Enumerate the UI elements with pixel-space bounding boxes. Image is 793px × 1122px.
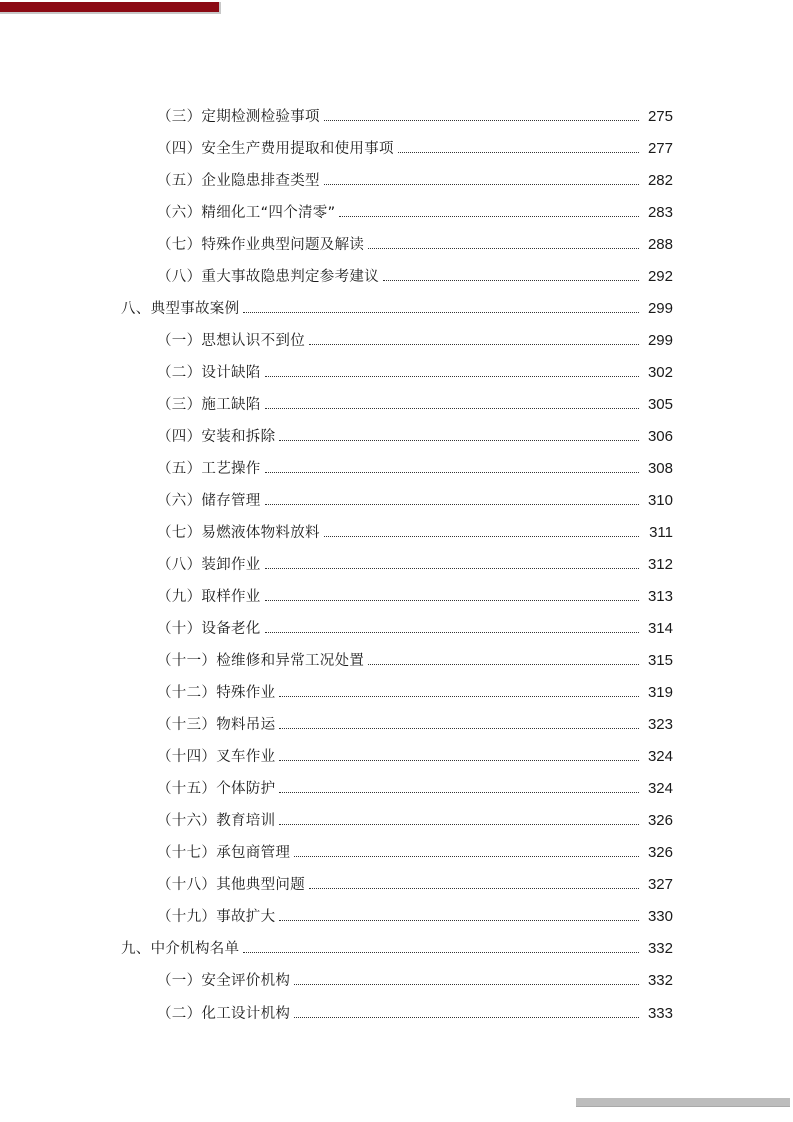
toc-entry[interactable]	[157, 200, 673, 222]
toc-dot-leader	[294, 856, 639, 857]
toc-page-number: 324	[647, 780, 673, 797]
toc-entry[interactable]	[157, 648, 673, 670]
toc-entry-title: （十三）物料吊运	[157, 717, 276, 733]
toc-entry-title: （七）易燃液体物料放料	[157, 525, 320, 541]
toc-dot-leader	[324, 536, 639, 537]
toc-entry[interactable]	[157, 872, 673, 894]
toc-page-number: 327	[647, 876, 673, 893]
toc-dot-leader	[279, 440, 639, 441]
toc-entry[interactable]	[157, 584, 673, 606]
toc-page-number: 311	[649, 524, 673, 541]
toc-entry[interactable]	[157, 392, 673, 414]
toc-page-number: 332	[647, 940, 673, 957]
toc-entry[interactable]	[157, 328, 673, 350]
toc-entry-title: （三）定期检测检验事项	[157, 109, 320, 125]
toc-dot-leader	[265, 504, 639, 505]
toc-page-number: 323	[647, 716, 673, 733]
toc-entry-title: （七）特殊作业典型问题及解读	[157, 237, 365, 253]
toc-page-number: 277	[647, 140, 673, 157]
toc-dot-leader	[279, 920, 639, 921]
toc-entry-title: 八、典型事故案例	[121, 301, 240, 317]
toc-chapter-entry[interactable]	[121, 936, 673, 958]
toc-entry-title: （一）思想认识不到位	[157, 333, 305, 349]
toc-dot-leader	[339, 216, 639, 217]
toc-page-number: 305	[647, 396, 673, 413]
toc-entry[interactable]	[157, 968, 673, 990]
toc-entry-title: （四）安全生产费用提取和使用事项	[157, 141, 394, 157]
toc-dot-leader	[294, 1017, 639, 1018]
toc-dot-leader	[309, 888, 639, 889]
toc-entry-title: （六）精细化工“四个清零”	[157, 205, 336, 221]
toc-entry-title: （九）取样作业	[157, 589, 261, 605]
toc-entry[interactable]	[157, 456, 673, 478]
toc-page-number: 332	[647, 972, 673, 989]
toc-entry-title: （十一）检维修和异常工况处置	[157, 653, 365, 669]
toc-chapter-entry[interactable]	[121, 296, 673, 318]
toc-dot-leader	[279, 792, 639, 793]
toc-page-number: 326	[647, 812, 673, 829]
toc-dot-leader	[243, 312, 639, 313]
toc-dot-leader	[243, 952, 639, 953]
toc-page-number: 333	[647, 1005, 673, 1022]
toc-dot-leader	[309, 344, 639, 345]
toc-entry[interactable]	[157, 264, 673, 286]
toc-page-number: 319	[647, 684, 673, 701]
toc-dot-leader	[279, 824, 639, 825]
toc-page-number: 283	[647, 204, 673, 221]
toc-page-number: 299	[647, 332, 673, 349]
toc-entry[interactable]	[157, 808, 673, 830]
toc-page-number: 312	[647, 556, 673, 573]
toc-dot-leader	[324, 184, 639, 185]
toc-entry[interactable]	[157, 840, 673, 862]
toc-page-number: 324	[647, 748, 673, 765]
toc-entry-title: （十五）个体防护	[157, 781, 276, 797]
toc-entry[interactable]	[157, 744, 673, 766]
toc-entry-title: （二）化工设计机构	[157, 1006, 291, 1022]
toc-entry[interactable]	[157, 136, 673, 158]
toc-page-number: 306	[647, 428, 673, 445]
toc-entry[interactable]	[157, 360, 673, 382]
toc-entry-title: （六）储存管理	[157, 493, 261, 509]
toc-page-number: 330	[647, 908, 673, 925]
toc-dot-leader	[279, 760, 639, 761]
toc-dot-leader	[265, 632, 639, 633]
toc-page-number: 302	[647, 364, 673, 381]
toc-dot-leader	[265, 376, 639, 377]
toc-entry[interactable]	[157, 712, 673, 734]
toc-entry-title: （五）企业隐患排查类型	[157, 173, 320, 189]
toc-dot-leader	[265, 568, 639, 569]
toc-page-number: 299	[647, 300, 673, 317]
toc-page-number: 288	[647, 236, 673, 253]
toc-entry-title: （十六）教育培训	[157, 813, 276, 829]
toc-entry[interactable]	[157, 1001, 673, 1023]
toc-entry-title: （十二）特殊作业	[157, 685, 276, 701]
toc-dot-leader	[265, 472, 639, 473]
toc-page-number: 310	[647, 492, 673, 509]
toc-entry-title: （八）装卸作业	[157, 557, 261, 573]
toc-entry[interactable]	[157, 424, 673, 446]
toc-entry-title: （十八）其他典型问题	[157, 877, 305, 893]
toc-entry[interactable]	[157, 776, 673, 798]
toc-entry-title: （十四）叉车作业	[157, 749, 276, 765]
toc-dot-leader	[324, 120, 639, 121]
toc-entry-title: （十）设备老化	[157, 621, 261, 637]
toc-dot-leader	[294, 984, 639, 985]
toc-entry[interactable]	[157, 232, 673, 254]
toc-page-number: 315	[647, 652, 673, 669]
toc-page-number: 326	[647, 844, 673, 861]
toc-dot-leader	[368, 664, 639, 665]
toc-page-number: 313	[647, 588, 673, 605]
toc-entry[interactable]	[157, 104, 673, 126]
toc-entry-title: （五）工艺操作	[157, 461, 261, 477]
toc-dot-leader	[279, 696, 639, 697]
toc-dot-leader	[265, 408, 639, 409]
toc-page-number: 282	[647, 172, 673, 189]
toc-page-number: 308	[647, 460, 673, 477]
toc-entry[interactable]	[157, 680, 673, 702]
toc-entry-title: （三）施工缺陷	[157, 397, 261, 413]
toc-dot-leader	[383, 280, 639, 281]
toc-entry[interactable]	[157, 520, 673, 542]
toc-entry-title: （一）安全评价机构	[157, 973, 291, 989]
toc-entry[interactable]	[157, 616, 673, 638]
toc-entry-title: （四）安装和拆除	[157, 429, 276, 445]
toc-entry[interactable]	[157, 904, 673, 926]
toc-page-number: 275	[647, 108, 673, 125]
toc-entry-title: （二）设计缺陷	[157, 365, 261, 381]
footer-accent-bar	[576, 1098, 790, 1107]
toc-entry-title: （十七）承包商管理	[157, 845, 291, 861]
toc-dot-leader	[265, 600, 639, 601]
toc-entry-title: （八）重大事故隐患判定参考建议	[157, 269, 379, 285]
toc-entry[interactable]	[157, 168, 673, 190]
toc-page-number: 314	[647, 620, 673, 637]
toc-dot-leader	[368, 248, 639, 249]
toc-dot-leader	[398, 152, 639, 153]
toc-entry[interactable]	[157, 552, 673, 574]
toc-page-number: 292	[647, 268, 673, 285]
toc-entry-title: （十九）事故扩大	[157, 909, 276, 925]
toc-entry[interactable]	[157, 488, 673, 510]
toc-entry-title: 九、中介机构名单	[121, 941, 240, 957]
toc-dot-leader	[279, 728, 639, 729]
